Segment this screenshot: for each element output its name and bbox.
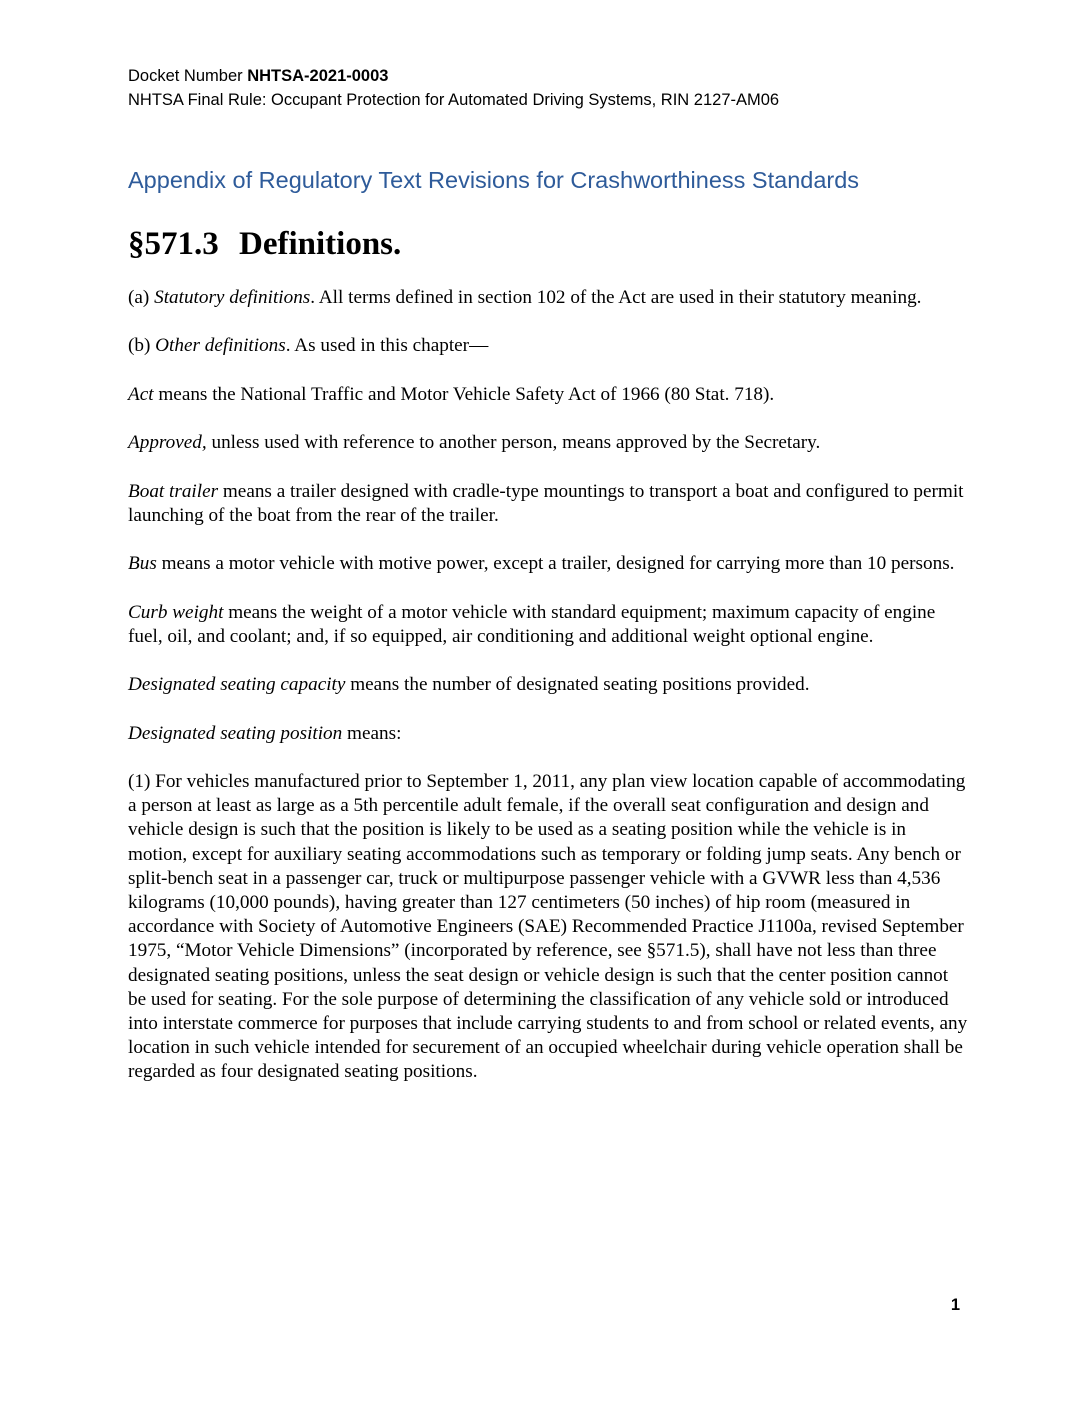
defined-term: Curb weight xyxy=(128,601,224,623)
paragraph xyxy=(128,480,968,528)
docket-line xyxy=(128,64,779,88)
paragraph xyxy=(128,770,968,1085)
defined-term: Designated seating position xyxy=(128,722,343,744)
paragraph xyxy=(128,722,968,746)
defined-term: Boat trailer xyxy=(128,480,219,502)
defined-term: Act xyxy=(128,383,154,405)
paragraph xyxy=(128,431,968,455)
section-title: Definitions. xyxy=(239,226,402,262)
paragraph xyxy=(128,286,968,310)
paragraph xyxy=(128,552,968,576)
paragraph-text: unless used with reference to another person, means approved by the Secretary. xyxy=(206,432,821,454)
paragraph-prefix: (b) xyxy=(128,335,156,357)
docket-number: NHTSA-2021-0003 xyxy=(247,67,389,85)
rule-line: NHTSA Final Rule: Occupant Protection for Automated Driving Systems, RIN 2127-AM06 xyxy=(128,91,780,109)
paragraph-prefix: (a) xyxy=(128,287,155,308)
section-number: §571.3 xyxy=(128,226,219,262)
defined-term: Approved, xyxy=(128,432,207,454)
paragraph-text: means the number of designated seating positions provided. xyxy=(345,674,810,696)
paragraph xyxy=(128,601,968,649)
paragraph-text: means: xyxy=(342,722,402,744)
paragraph-text: means a motor vehicle with motive power, except a trailer, designed for carrying more than 10 persons. xyxy=(156,553,955,575)
page-number: 1 xyxy=(950,1296,960,1314)
appendix-title: Appendix of Regulatory Text Revisions for Crashworthiness Standards xyxy=(128,167,860,193)
defined-term: Designated seating capacity xyxy=(128,674,346,696)
paragraph-text: . All terms defined in section 102 of the Act are used in their statutory meaning. xyxy=(310,287,922,308)
defined-term: Bus xyxy=(128,553,157,575)
paragraph-text: means a trailer designed with cradle-type mountings to transport a boat and configured to permit launching of the boat from the rear of the trailer. xyxy=(128,480,964,526)
paragraph-text: . As used in this chapter— xyxy=(285,335,489,357)
docket-label: Docket Number xyxy=(128,67,248,85)
paragraph xyxy=(128,334,968,358)
defined-term: Statutory definitions xyxy=(154,287,311,308)
paragraph xyxy=(128,383,968,407)
paragraph-text: (1) For vehicles manufactured prior to September 1, 2011, any plan view location capable of accommodating a person at least as large as a 5th percentile adult female, if the overall seat configuration and design and vehicle design is such that the position is likely to be used as a seating position while the vehicle is in motion, except for auxiliary seating accommodations such as temporary or folding jump seats. Any bench or split-bench seat in a passenger car, truck or multipurpose passenger vehicle with a GVWR less than 4,536 kilograms (10,000 pounds), having greater than 127 centimeters (50 inches) of hip room (measured in accordance with Society of Automotive Engineers (SAE) Recommended Practice J1100a, revised September 1975, “Motor Vehicle Dimensions” (incorporated by reference, see §571.5), shall have not less than three designated seating positions, unless the seat design or vehicle design is such that the center position cannot be used for seating. For the sole purpose of determining the classification of any vehicle sold or introduced into interstate commerce for purposes that include carrying students to and from school or related events, any location in such vehicle intended for securement of an occupied wheelchair during vehicle operation shall be regarded as four designated seating positions. xyxy=(128,770,968,1083)
paragraph-text: means the National Traffic and Motor Vehicle Safety Act of 1966 (80 Stat. 718). xyxy=(153,383,775,405)
paragraph-text: means the weight of a motor vehicle with standard equipment; maximum capacity of engine fuel, oil, and coolant; and, if so equipped, air conditioning and additional weight optional engine. xyxy=(128,601,936,647)
defined-term: Other definitions xyxy=(155,335,286,357)
document-body xyxy=(128,286,968,1109)
page-header xyxy=(128,64,779,112)
paragraph xyxy=(128,673,968,697)
section-heading xyxy=(128,222,401,266)
